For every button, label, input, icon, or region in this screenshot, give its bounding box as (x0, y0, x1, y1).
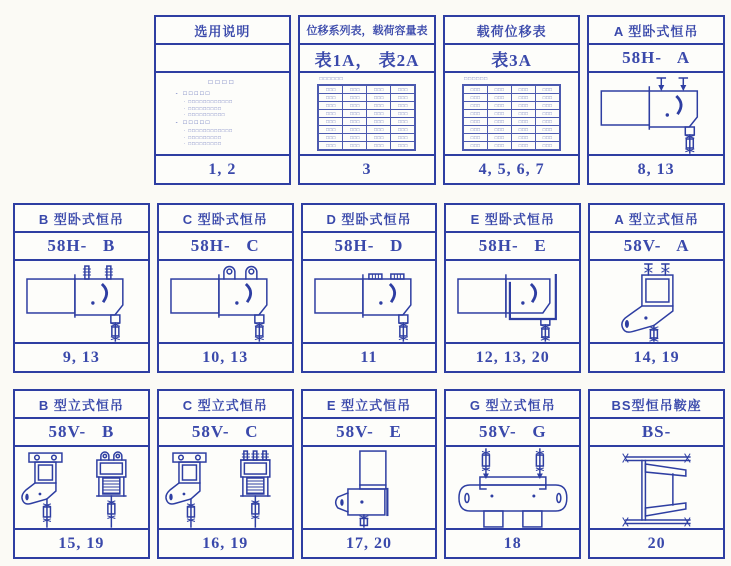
cell-model-code: 58V- A (590, 233, 723, 261)
cell-title: A 型立式恒吊 (590, 205, 723, 233)
catalog-cell-data-table (443, 15, 581, 185)
cell-model-code: 58H- A (589, 45, 723, 73)
cell-figure-area (446, 447, 579, 528)
cell-page-numbers: 16, 19 (159, 528, 292, 557)
mini-data-table-figure (462, 76, 561, 151)
cell-figure-area (303, 261, 436, 342)
cell-model-code: 表1A， 表2A (300, 45, 434, 73)
hanger-v-b-drawing (15, 447, 148, 528)
hanger-h-b-drawing (15, 261, 148, 342)
catalog-cell-hanger-v-e (301, 389, 438, 559)
hanger-h-a-drawing (589, 73, 723, 154)
cell-page-numbers: 14, 19 (590, 342, 723, 371)
cell-figure-area (303, 447, 436, 528)
cell-title: C 型立式恒吊 (159, 391, 292, 419)
mini-table-grid: □□□ □□□ □□□ □□□ □□□ □□□ □□□ □□□ □□□ □□□ □□□ □□□ □□□ □□□ □□□ □□□ □□□ □□□ □□□ □□□ □□□ □□□ □□□ □□□ □□□ □□□ □□□ □□□ □□□ □□□ □□□ □□□ (317, 84, 416, 151)
catalog-cell-selection-notes (154, 15, 292, 185)
cell-title: 选用说明 (156, 17, 290, 45)
cell-model-code: 58V- C (159, 419, 292, 447)
cell-model-code: 58H- E (446, 233, 579, 261)
cell-model-code: 58V- B (15, 419, 148, 447)
cell-page-numbers: 3 (300, 154, 434, 183)
catalog-cell-hanger-h-b (13, 203, 150, 373)
cell-model-code: 58H- C (159, 233, 292, 261)
cell-figure-area (590, 261, 723, 342)
catalog-cell-saddle-bs (588, 389, 725, 559)
cell-title: BS型恒吊鞍座 (590, 391, 723, 419)
catalog-cell-hanger-v-c (157, 389, 294, 559)
cell-page-numbers: 17, 20 (303, 528, 436, 557)
selection-notes-figure: □□□□ - □□□□□ · □□□□□□□□□□□□ · □□□□□□□□□ · □□□□□□□□□□ - □□□□□ · □□□□□□□□□□□□ · □□□□□□□□□ · □□□□□□□□□ (175, 79, 237, 147)
cell-figure-area (159, 447, 292, 528)
cell-page-numbers: 15, 19 (15, 528, 148, 557)
cell-figure-area (300, 73, 434, 154)
hanger-v-a-drawing (590, 261, 723, 342)
cell-page-numbers: 9, 13 (15, 342, 148, 371)
cell-page-numbers: 1, 2 (156, 154, 290, 183)
cell-model-code: 58V- G (446, 419, 579, 447)
catalog-cell-hanger-h-d (301, 203, 438, 373)
catalog-cell-hanger-v-b (13, 389, 150, 559)
catalog-row-2 (13, 203, 725, 373)
catalog-cell-hanger-v-g (444, 389, 581, 559)
empty-column (13, 15, 147, 185)
cell-title: 位移系列表，载荷容量表 (300, 17, 434, 45)
hanger-v-g-drawing (446, 447, 579, 528)
cell-page-numbers: 11 (303, 342, 436, 371)
cell-model-code: 58H- B (15, 233, 148, 261)
cell-figure-area (15, 447, 148, 528)
catalog-cell-hanger-v-a (588, 203, 725, 373)
catalog-cell-hanger-h-e (444, 203, 581, 373)
cell-page-numbers: 18 (446, 528, 579, 557)
cell-title: B 型立式恒吊 (15, 391, 148, 419)
catalog-cell-hanger-h-a (587, 15, 725, 185)
cell-figure-area (15, 261, 148, 342)
mini-table-caption: □□□□□□ (464, 76, 489, 82)
cell-figure-area (159, 261, 292, 342)
mini-table-caption: □□□□□□ (319, 76, 344, 82)
cell-page-numbers: 20 (590, 528, 723, 557)
cell-model-code: 58H- D (303, 233, 436, 261)
cell-title: E 型立式恒吊 (303, 391, 436, 419)
hanger-h-c-drawing (159, 261, 292, 342)
cell-figure-area (446, 261, 579, 342)
hanger-v-e-drawing (303, 447, 436, 528)
catalog-cell-data-table (298, 15, 436, 185)
hanger-h-e-drawing (446, 261, 579, 342)
cell-figure-area (590, 447, 723, 528)
cell-figure-area (156, 73, 290, 154)
cell-model-code (156, 45, 290, 73)
cell-title: 载荷位移表 (445, 17, 579, 45)
catalog-row-1 (13, 15, 725, 185)
cell-page-numbers: 10, 13 (159, 342, 292, 371)
catalog-cell-hanger-h-c (157, 203, 294, 373)
cell-model-code: 表3A (445, 45, 579, 73)
mini-table-grid: □□□ □□□ □□□ □□□ □□□ □□□ □□□ □□□ □□□ □□□ □□□ □□□ □□□ □□□ □□□ □□□ □□□ □□□ □□□ □□□ □□□ □□□ □□□ □□□ □□□ □□□ □□□ □□□ □□□ □□□ □□□ □□□ (462, 84, 561, 151)
hanger-h-d-drawing (303, 261, 436, 342)
cell-title: G 型立式恒吊 (446, 391, 579, 419)
cell-page-numbers: 4, 5, 6, 7 (445, 154, 579, 183)
cell-figure-area (589, 73, 723, 154)
cell-model-code: 58V- E (303, 419, 436, 447)
catalog-row-3 (13, 389, 725, 559)
cell-title: E 型卧式恒吊 (446, 205, 579, 233)
cell-title: C 型卧式恒吊 (159, 205, 292, 233)
cell-title: A 型卧式恒吊 (589, 17, 723, 45)
cell-page-numbers: 12, 13, 20 (446, 342, 579, 371)
cell-page-numbers: 8, 13 (589, 154, 723, 183)
saddle-bs-drawing (590, 447, 723, 528)
cell-title: B 型卧式恒吊 (15, 205, 148, 233)
cell-title: D 型卧式恒吊 (303, 205, 436, 233)
hanger-v-c-drawing (159, 447, 292, 528)
cell-figure-area (445, 73, 579, 154)
cell-model-code: BS- (590, 419, 723, 447)
mini-data-table-figure (317, 76, 416, 151)
